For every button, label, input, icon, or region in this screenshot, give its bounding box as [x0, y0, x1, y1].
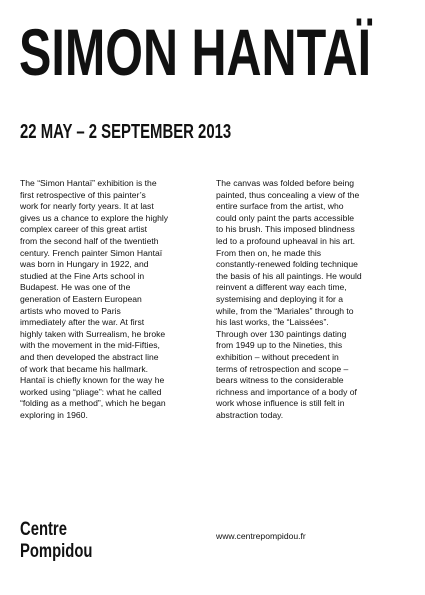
text-line: systemising and deploying it for a [216, 293, 344, 304]
text-line: complex career of this great artist [20, 224, 148, 235]
text-line: the basis of his all paintings. He would [216, 270, 362, 281]
text-line: Through over 130 paintings dating [216, 328, 347, 339]
body-column-left [20, 178, 215, 421]
text-line: studied at the Fine Arts school in [20, 270, 145, 281]
logo-line-centre: Centre [20, 519, 67, 540]
body-column-right [216, 178, 411, 421]
text-line: gives us a chance to explore the highly [20, 212, 169, 223]
text-line: reinvent a different way each time, [216, 282, 347, 293]
text-line: century. French painter Simon Hantaï [20, 247, 163, 258]
text-line: abstraction today. [216, 409, 284, 420]
text-line: Hantaï is chiefly known for the way he [20, 375, 165, 386]
title-area [0, 0, 425, 100]
text-line: worked using “pliage”: what he called [20, 386, 162, 397]
text-line: of work that became his hallmark. [20, 363, 149, 374]
text-line: generation of Eastern European [20, 293, 142, 304]
text-line: could only paint the parts accessible [216, 212, 355, 223]
text-line: From then on, he made this [216, 247, 322, 258]
text-line: highly taken with Surrealism, he broke [20, 328, 166, 339]
text-line: from 1949 up to the Nineties, this [216, 340, 343, 351]
text-line: The “Simon Hantaï” exhibition is the [20, 178, 157, 188]
text-line: terms of retrospection and scope – [216, 363, 349, 374]
text-line: painted, thus concealing a view of the [216, 189, 360, 200]
centre-pompidou-logo [20, 519, 92, 563]
text-line: entire surface from the artist, who [216, 201, 344, 212]
exhibition-title: SIMON HANTAÏ [19, 15, 372, 89]
exhibition-dates: 22 MAY – 2 SEPTEMBER 2013 [20, 121, 232, 143]
left-paragraph [20, 178, 215, 421]
right-paragraph [216, 178, 411, 421]
text-line: immediately after the war. At first [20, 317, 145, 328]
text-line: Budapest. He was one of the [20, 282, 131, 293]
logo-line-pompidou: Pompidou [20, 541, 93, 562]
text-line: with the movement in the mid-Fifties, [20, 340, 160, 351]
website-url: www.centrepompidou.fr [216, 531, 306, 541]
text-line: first retrospective of this painter’s [20, 189, 146, 200]
text-line: was born in Hungary in 1922, and [20, 259, 149, 270]
text-line: while, from the “Mariales” through to [216, 305, 354, 316]
text-line: from the second half of the twentieth [20, 235, 159, 246]
text-line: The canvas was folded before being [216, 178, 355, 188]
text-line: exhibition – without precedent in [216, 351, 339, 362]
text-line: work whose influence is still felt in [216, 398, 345, 409]
text-line: constantly-renewed folding technique [216, 259, 358, 270]
text-line: “folding as a method”, which he began [20, 398, 166, 409]
text-line: to his brush. This imposed blindness [216, 224, 355, 235]
text-line: exploring in 1960. [20, 409, 88, 420]
text-line: and then developed the abstract line [20, 351, 159, 362]
text-line: artists who moved to Paris [20, 305, 121, 316]
text-line: richness and importance of a body of [216, 386, 357, 397]
text-line: bears witness to the considerable [216, 375, 344, 386]
text-line: led to a profound upheaval in his art. [216, 235, 356, 246]
text-line: his last works, the “Laissées”. [216, 317, 329, 328]
text-line: work for nearly forty years. It at last [20, 201, 154, 212]
